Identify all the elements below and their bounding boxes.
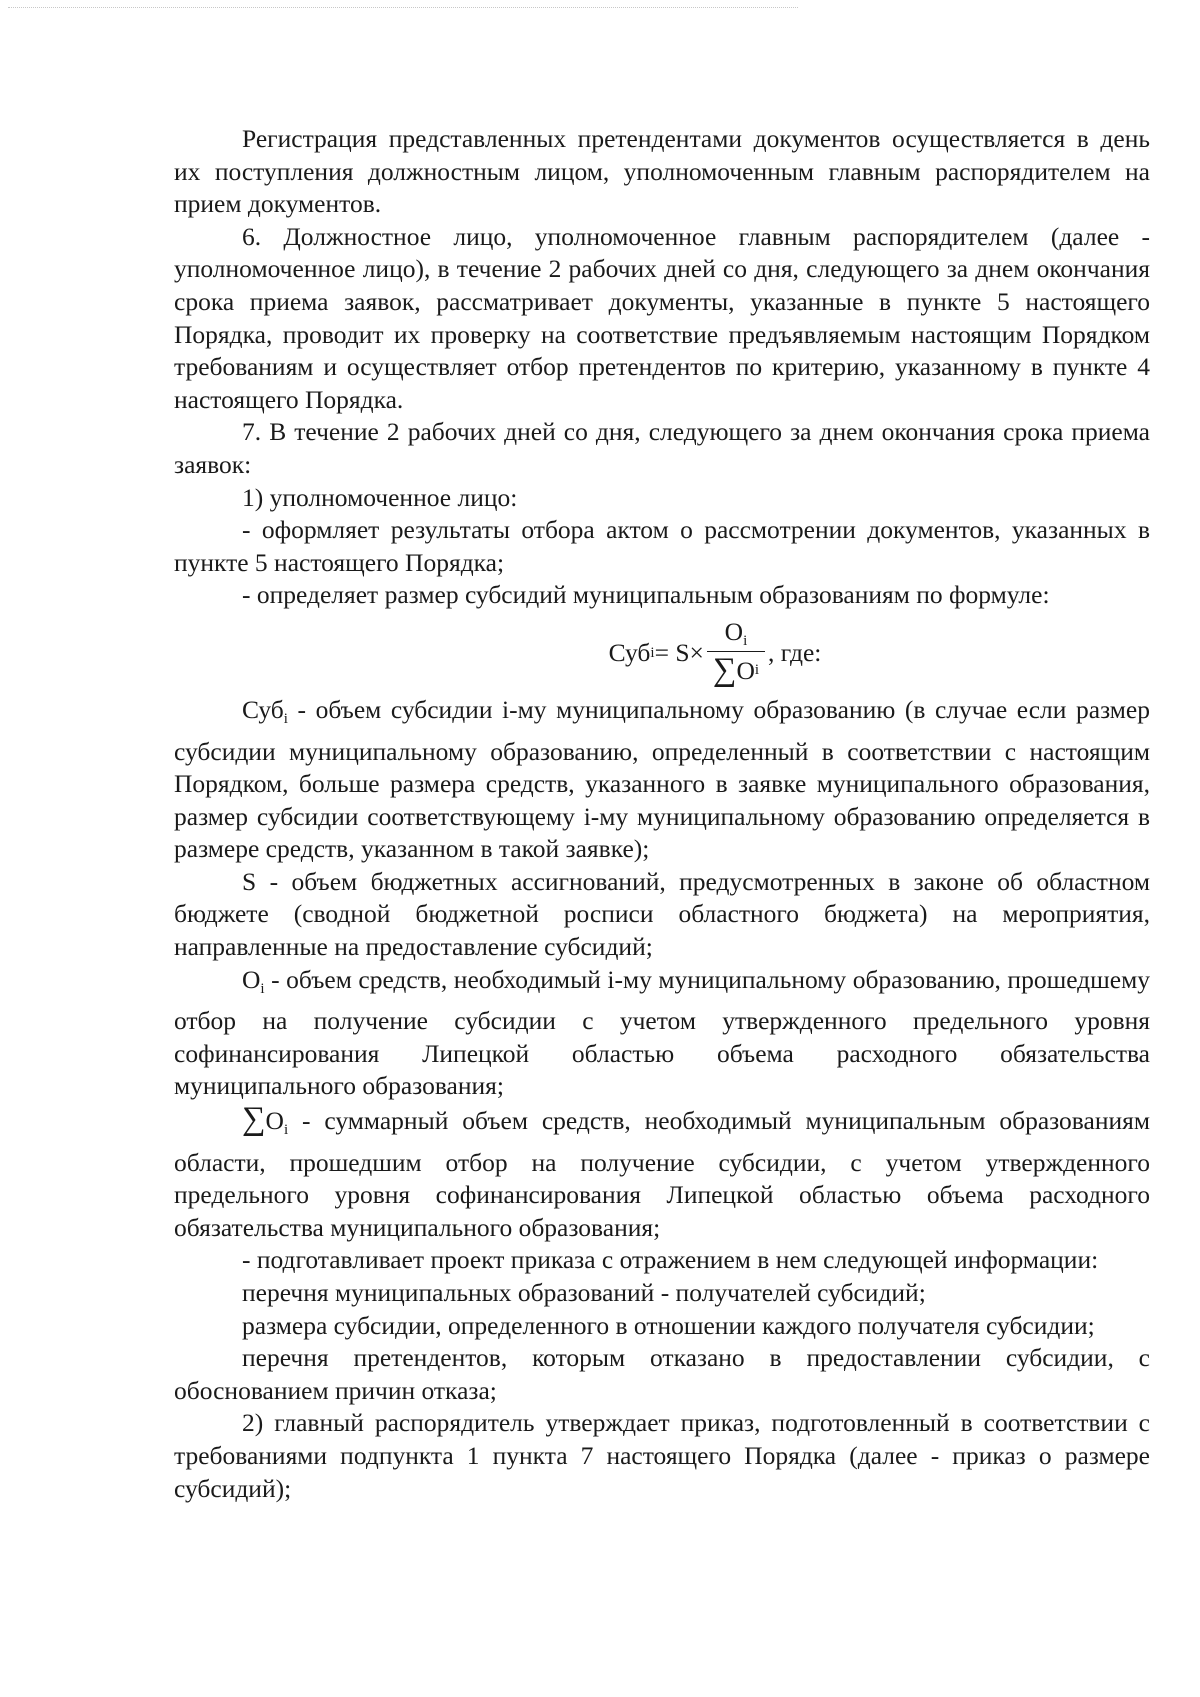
definition-o	[174, 964, 1150, 1103]
def-sum-text: - суммарный объем средств, необходимый муниципальным образованиям области, прошедшим отбор на получение субсидии, с учетом утвержденного предельного уровня софинансирования Липецкой областью объема расходного обязательства муниципального образования;	[174, 1106, 1150, 1242]
order-refused-list: перечня претендентов, которым отказано в предоставлении субсидии, с обоснованием причин отказа;	[174, 1343, 1150, 1405]
def-o-index: i	[260, 980, 265, 997]
subitem-1: 1) уполномоченное лицо:	[242, 482, 518, 512]
sigma-symbol: ∑	[712, 651, 737, 688]
formula-tail: , где:	[768, 637, 822, 667]
item-determine-subsidy: - определяет размер субсидий муниципальным образованиям по формуле:	[242, 580, 1050, 610]
paragraph-7: 7. В течение 2 рабочих дней со дня, следующего за днем окончания срока приема заявок:	[174, 417, 1150, 479]
formula-den-symbol: O	[736, 655, 755, 685]
formula-fraction	[707, 616, 765, 688]
definition-sub	[174, 694, 1150, 866]
formula-denominator	[707, 651, 765, 687]
def-sub-index: i	[283, 710, 288, 727]
def-o-symbol: O	[242, 964, 261, 994]
definition-s: S - объем бюджетных ассигнований, предусмотренных в законе об областном бюджете (сводной бюджетной росписи областного бюджета) на мероприятия, направленные на предоставление субсидий;	[174, 866, 1150, 962]
def-o-text: - объем средств, необходимый i-му муниципальному образованию, прошедшему отбор на получение субсидии с учетом утвержденного предельного уровня софинансирования Липецкой областью объема расходного обязательства муниципального образования;	[174, 964, 1150, 1101]
formula-numerator	[719, 616, 754, 651]
document-page	[174, 123, 1150, 1505]
def-sub-text: - объем субсидии i-му муниципальному образованию (в случае если размер субсидии муниципальному образованию, определенный в соответствии с настоящим Порядком, больше размера средств, указанного в заявке муниципального образования, размер субсидии соответствующему i-му муниципальному образованию определяется в размере средств, указанном в такой заявке);	[174, 694, 1150, 864]
sigma-symbol: ∑	[242, 1101, 266, 1138]
paragraph-registration: Регистрация представленных претендентами документов осуществляется в день их поступления должностным лицом, уполномоченным главным распорядителем на прием документов.	[174, 124, 1150, 219]
subsidy-formula	[174, 612, 1150, 694]
formula-den-index: i	[754, 661, 760, 678]
def-sub-symbol: Суб	[242, 694, 284, 724]
definition-sum-o	[174, 1103, 1150, 1244]
subitem-2: 2) главный распорядитель утверждает приказ, подготовленный в соответствии с требованиями подпункта 1 пункта 7 настоящего Порядка (далее - приказ о размере субсидий);	[174, 1408, 1150, 1503]
formula-eq: = S×	[654, 637, 704, 667]
formula-num-symbol: O	[724, 616, 744, 646]
formula-lhs: Суб	[608, 637, 651, 667]
def-sum-index: i	[283, 1122, 289, 1139]
scan-artifact-line	[8, 7, 798, 8]
item-formalize-results: - оформляет результаты отбора актом о рассмотрении документов, указанных в пункте 5 настоящего Порядка;	[174, 515, 1150, 577]
formula-num-index: i	[743, 632, 748, 649]
order-subsidy-size: размера субсидии, определенного в отношении каждого получателя субсидии;	[242, 1310, 1095, 1340]
paragraph-6: 6. Должностное лицо, уполномоченное главным распорядителем (далее - уполномоченное лицо), в течение 2 рабочих дней со дня, следующего за днем окончания срока приема заявок, рассматривает документы, указанные в пункте 5 настоящего Порядка, проводит их проверку на соответствие предъявляемым настоящим Порядком требованиям и осуществляет отбор претендентов по критерию, указанному в пункте 4 настоящего Порядка.	[174, 221, 1150, 414]
formula-lhs-index: i	[650, 644, 655, 661]
order-list-recipients: перечня муниципальных образований - получателей субсидий;	[242, 1278, 926, 1307]
item-prepare-order: - подготавливает проект приказа с отражением в нем следующей информации:	[242, 1245, 1099, 1275]
def-sum-symbol: O	[265, 1106, 284, 1136]
